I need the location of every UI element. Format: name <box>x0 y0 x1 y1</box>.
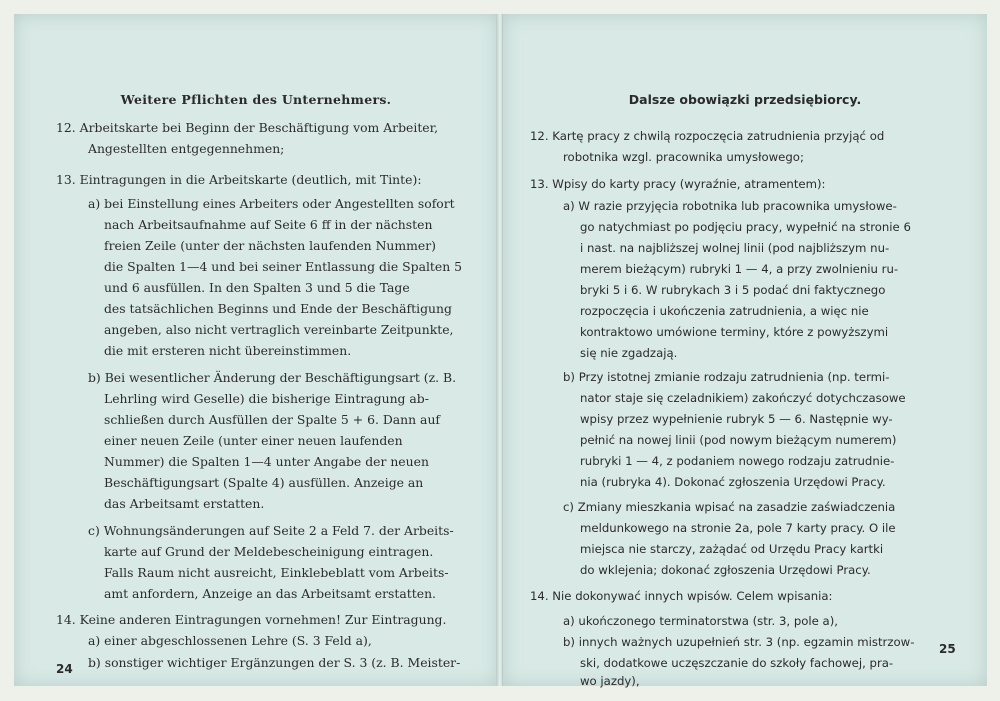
text-line: wo jazdy), <box>580 674 640 688</box>
text-line: 14. Nie dokonywać innych wpisów. Celem wpisania: <box>530 589 833 603</box>
text-line: amt anfordern, Anzeige an das Arbeitsamt erstatten. <box>104 586 436 601</box>
text-line: meldunkowego na stronie 2a, pole 7 karty pracy. O ile <box>580 521 896 535</box>
text-line: Lehrling wird Geselle) die bisherige Eintragung ab- <box>104 391 429 406</box>
text-line: go natychmiast po podjęciu pracy, wypełnić na stronie 6 <box>580 220 911 234</box>
text-line: angeben, also nicht vertraglich vereinbarte Zeitpunkte, <box>104 322 454 337</box>
text-line: robotnika wzgl. pracownika umysłowego; <box>563 150 804 164</box>
text-line: 13. Wpisy do karty pracy (wyraźnie, atramentem): <box>530 177 826 191</box>
page-title: Dalsze obowiązki przedsiębiorcy. <box>628 92 862 107</box>
text-line: merem bieżącym) rubryki 1 — 4, a przy zwolnieniu ru- <box>580 262 899 276</box>
text-line: und 6 ausfüllen. In den Spalten 3 und 5 die Tage <box>104 280 410 295</box>
text-line: 12. Arbeitskarte bei Beginn der Beschäftigung vom Arbeiter, <box>56 120 439 135</box>
text-line: Falls Raum nicht ausreicht, Einklebeblatt vom Arbeits- <box>104 565 449 580</box>
text-line: 12. Kartę pracy z chwilą rozpoczęcia zatrudnienia przyjąć od <box>530 129 885 143</box>
text-line: wpisy przez wypełnienie rubryk 5 — 6. Następnie wy- <box>580 412 893 426</box>
text-line: rozpoczęcia i ukończenia zatrudnienia, a więc nie <box>580 304 869 318</box>
text-line: schließen durch Ausfüllen der Spalte 5 + 6. Dann auf <box>104 412 441 427</box>
text-line: do wklejenia; dokonać zgłoszenia Urzędowi Pracy. <box>580 563 871 577</box>
text-line: b) Przy istotnej zmianie rodzaju zatrudnienia (np. termi- <box>563 370 890 384</box>
text-line: die mit ersteren nicht übereinstimmen. <box>104 343 352 358</box>
text-line: karte auf Grund der Meldebescheinigung eintragen. <box>104 544 434 559</box>
text-line: c) Zmiany mieszkania wpisać na zasadzie zaświadczenia <box>563 500 896 514</box>
text-line: die Spalten 1—4 und bei seiner Entlassung die Spalten 5 <box>104 259 463 274</box>
text-line: das Arbeitsamt erstatten. <box>104 496 265 511</box>
text-line: i nast. na najbliższej wolnej linii (pod najbliższym nu- <box>580 241 890 255</box>
text-line: nator staje się czeladnikiem) zakończyć dotychczasowe <box>580 391 906 405</box>
text-line: nia (rubryka 4). Dokonać zgłoszenia Urzędowi Pracy. <box>580 475 886 489</box>
text-line: bryki 5 i 6. W rubrykach 3 i 5 podać dni faktycznego <box>580 283 886 297</box>
text-line: a) bei Einstellung eines Arbeiters oder Angestellten sofort <box>88 196 455 211</box>
text-line: kontraktowo umówione terminy, które z powyższymi <box>580 325 889 339</box>
text-line: 14. Keine anderen Eintragungen vornehmen! Zur Eintragung. <box>56 612 447 627</box>
text-line: des tatsächlichen Beginns und Ende der Beschäftigung <box>104 301 452 316</box>
text-line: miejsca nie starczy, zażądać od Urzędu Pracy kartki <box>580 542 884 556</box>
text-line: freien Zeile (unter der nächsten laufenden Nummer) <box>104 238 436 253</box>
page-number: 25 <box>939 642 956 656</box>
text-line: b) innych ważnych uzupełnień str. 3 (np. egzamin mistrzow- <box>563 635 915 649</box>
text-line: b) sonstiger wichtiger Ergänzungen der S. 3 (z. B. Meister- <box>88 655 461 670</box>
page-number: 24 <box>56 662 73 676</box>
text-line: nach Arbeitsaufnahme auf Seite 6 ff in der nächsten <box>104 217 433 232</box>
page-title: Weitere Pflichten des Unternehmers. <box>120 92 392 107</box>
text-line: a) ukończonego terminatorstwa (str. 3, pole a), <box>563 614 838 628</box>
text-line: b) Bei wesentlicher Änderung der Beschäftigungsart (z. B. <box>88 370 457 385</box>
text-line: c) Wohnungsänderungen auf Seite 2 a Feld 7. der Arbeits- <box>88 523 454 538</box>
text-line: a) einer abgeschlossenen Lehre (S. 3 Feld a), <box>88 633 372 648</box>
text-line: rubryki 1 — 4, z podaniem nowego rodzaju zatrudnie- <box>580 454 895 468</box>
text-line: Nummer) die Spalten 1—4 unter Angabe der neuen <box>104 454 429 469</box>
text-line: Beschäftigungsart (Spalte 4) ausfüllen. Anzeige an <box>104 475 424 490</box>
text-line: się nie zgadzają. <box>580 346 678 360</box>
text-line: ski, dodatkowe uczęszczanie do szkoły fachowej, pra- <box>580 656 894 670</box>
text-line: Angestellten entgegennehmen; <box>88 141 285 156</box>
text-line: einer neuen Zeile (unter einer neuen laufenden <box>104 433 403 448</box>
text-line: a) W razie przyjęcia robotnika lub pracownika umysłowe- <box>563 199 897 213</box>
right-page <box>502 14 987 686</box>
left-page <box>14 14 499 686</box>
text-line: pełnić na nowej linii (pod nowym bieżącym numerem) <box>580 433 897 447</box>
text-line: 13. Eintragungen in die Arbeitskarte (deutlich, mit Tinte): <box>56 172 422 187</box>
